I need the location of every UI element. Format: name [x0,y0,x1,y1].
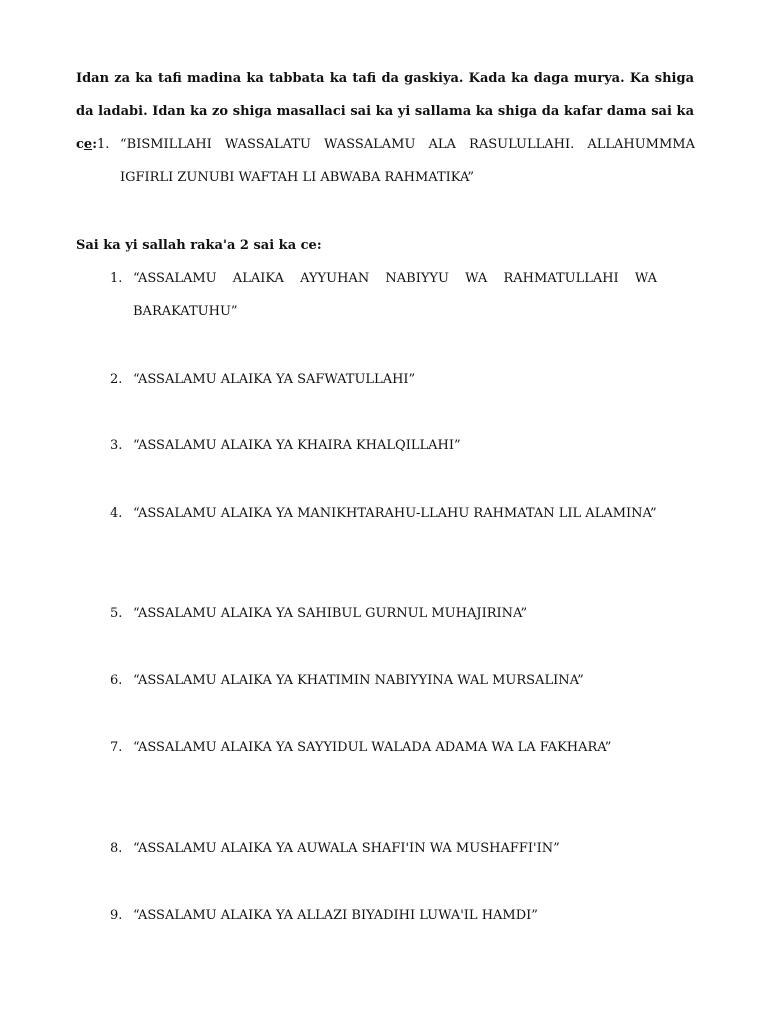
list-text: “ASSALAMU ALAIKA YA ALLAZI BIYADIHI LUWA'IL HAMDI” [133,908,538,923]
list-text: “ASSALAMU ALAIKA YA SAHIBUL GURNUL MUHAJIRINA” [133,606,528,621]
section-heading: Sai ka yi sallah raka'a 2 sai ka ce: [76,238,322,253]
list-number: 8. [110,841,123,856]
list-number: 1. [97,137,110,152]
list-text: “ASSALAMU ALAIKA YA MANIKHTARAHU-LLAHU RAHMATAN LIL ALAMINA” [133,506,657,521]
list-number: 3. [110,438,123,453]
list-number: 5. [110,606,123,621]
list-text: “ASSALAMU ALAIKA YA KHAIRA KHALQILLAHI” [133,438,461,453]
list-text: “ASSALAMU ALAIKA YA KHATIMIN NABIYYINA WAL MURSALINA” [133,673,584,688]
list-number: 2. [110,372,123,387]
list-number: 9. [110,908,123,923]
list-number: 4. [110,506,123,521]
intro-text: Idan za ka tafi madina ka tabbata ka tafi da gaskiya. Kada ka daga murya. Ka shiga da ladabi. Idan ka zo shiga masallaci sai ka yi sallama ka shiga da kafar dama sai ka c [76,71,694,152]
list-number: 1. [110,271,123,286]
list-text: “ASSALAMU ALAIKA YA AUWALA SHAFI'IN WA MUSHAFFI'IN” [133,841,560,856]
list-number: 7. [110,740,123,755]
list-text: “ASSALAMU ALAIKA AYYUHAN NABIYYU WA RAHMATULLAHI WA BARAKATUHU” [133,271,657,319]
intro-colon: : [92,137,98,152]
list-text: “ASSALAMU ALAIKA YA SAFWATULLAHI” [133,372,416,387]
list-number: 6. [110,673,123,688]
list-text: “BISMILLAHI WASSALATU WASSALAMU ALA RASULULLAHI. ALLAHUMMMA IGFIRLI ZUNUBI WAFTAH LI ABWABA RAHMATIKA” [120,137,695,185]
list-text: “ASSALAMU ALAIKA YA SAYYIDUL WALADA ADAMA WA LA FAKHARA” [133,740,612,755]
intro-underlined-letter: e [83,137,93,152]
